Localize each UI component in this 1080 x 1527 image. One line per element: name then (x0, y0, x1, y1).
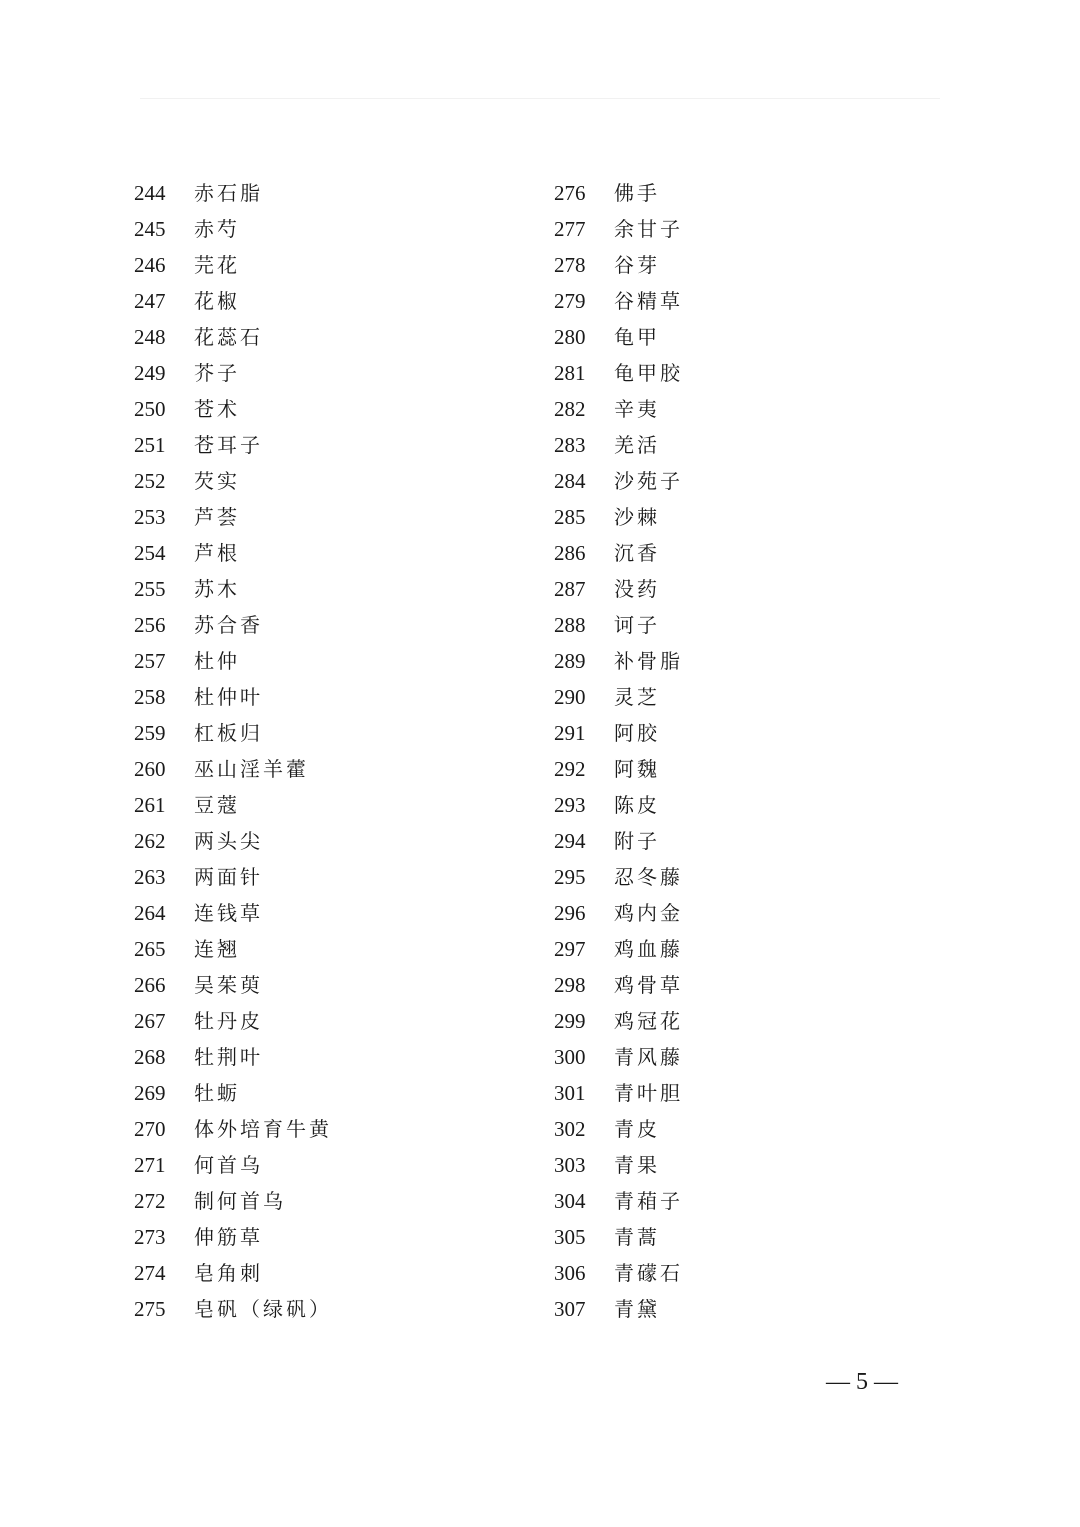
list-item (134, 859, 534, 895)
item-name: 阿魏 (614, 757, 660, 781)
item-name: 沙苑子 (614, 469, 683, 493)
item-name: 苍耳子 (194, 433, 263, 457)
list-item (554, 1219, 954, 1255)
item-name: 陈皮 (614, 793, 660, 817)
item-name: 芦荟 (194, 505, 240, 529)
item-name: 两面针 (194, 865, 263, 889)
item-number: 293 (554, 793, 586, 817)
list-item (134, 1219, 534, 1255)
item-number: 267 (134, 1009, 166, 1033)
item-number: 304 (554, 1189, 586, 1213)
item-number: 251 (134, 433, 166, 457)
item-name: 青叶胆 (614, 1081, 683, 1105)
item-name: 鸡血藤 (614, 937, 683, 961)
item-number: 290 (554, 685, 586, 709)
item-name: 沉香 (614, 541, 660, 565)
item-number: 253 (134, 505, 166, 529)
item-number: 295 (554, 865, 586, 889)
item-name: 灵芝 (614, 685, 660, 709)
item-name: 巫山淫羊藿 (194, 757, 309, 781)
item-number: 268 (134, 1045, 166, 1069)
list-item (554, 1255, 954, 1291)
item-name: 赤芍 (194, 217, 240, 241)
item-name: 青风藤 (614, 1045, 683, 1069)
item-name: 忍冬藤 (614, 865, 683, 889)
item-number: 292 (554, 757, 586, 781)
item-name: 佛手 (614, 181, 660, 205)
item-number: 263 (134, 865, 166, 889)
right-column (554, 175, 954, 1327)
list-item (134, 1183, 534, 1219)
item-number: 258 (134, 685, 166, 709)
item-number: 260 (134, 757, 166, 781)
list-item (134, 1075, 534, 1111)
item-number: 261 (134, 793, 166, 817)
item-number: 287 (554, 577, 586, 601)
item-number: 257 (134, 649, 166, 673)
list-item (554, 427, 954, 463)
list-item (134, 1111, 534, 1147)
item-name: 羌活 (614, 433, 660, 457)
item-name: 青葙子 (614, 1189, 683, 1213)
item-name: 吴茱萸 (194, 973, 263, 997)
item-number: 303 (554, 1153, 586, 1177)
list-item (134, 1147, 534, 1183)
item-number: 298 (554, 973, 586, 997)
list-item (134, 607, 534, 643)
item-name: 牡蛎 (194, 1081, 240, 1105)
list-item (554, 679, 954, 715)
list-item (134, 643, 534, 679)
list-item (554, 643, 954, 679)
item-number: 248 (134, 325, 166, 349)
item-name: 芥子 (194, 361, 240, 385)
item-number: 265 (134, 937, 166, 961)
item-number: 254 (134, 541, 166, 565)
item-number: 259 (134, 721, 166, 745)
item-name: 鸡骨草 (614, 973, 683, 997)
item-number: 297 (554, 937, 586, 961)
item-name: 苍术 (194, 397, 240, 421)
item-name: 苏木 (194, 577, 240, 601)
list-item (134, 319, 534, 355)
list-item (554, 1111, 954, 1147)
list-item (554, 535, 954, 571)
item-name: 皂矾（绿矾） (194, 1297, 332, 1321)
item-number: 280 (554, 325, 586, 349)
list-item (134, 355, 534, 391)
item-number: 272 (134, 1189, 166, 1213)
list-item (554, 1147, 954, 1183)
item-number: 286 (554, 541, 586, 565)
item-name: 制何首乌 (194, 1189, 286, 1213)
item-name: 何首乌 (194, 1153, 263, 1177)
item-name: 花蕊石 (194, 325, 263, 349)
item-name: 青皮 (614, 1117, 660, 1141)
item-name: 皂角刺 (194, 1261, 263, 1285)
item-number: 282 (554, 397, 586, 421)
list-item (554, 787, 954, 823)
item-name: 余甘子 (614, 217, 683, 241)
list-item (134, 787, 534, 823)
list-item (134, 535, 534, 571)
list-item (554, 1075, 954, 1111)
list-item (554, 1003, 954, 1039)
item-number: 278 (554, 253, 586, 277)
page-number: — 5 — (826, 1369, 898, 1395)
list-item (554, 967, 954, 1003)
item-name: 谷精草 (614, 289, 683, 313)
item-name: 没药 (614, 577, 660, 601)
item-number: 244 (134, 181, 166, 205)
item-name: 豆蔻 (194, 793, 240, 817)
item-name: 青黛 (614, 1297, 660, 1321)
list-item (134, 391, 534, 427)
item-number: 266 (134, 973, 166, 997)
item-number: 255 (134, 577, 166, 601)
item-name: 杜仲 (194, 649, 240, 673)
item-number: 302 (554, 1117, 586, 1141)
item-name: 牡丹皮 (194, 1009, 263, 1033)
item-name: 芦根 (194, 541, 240, 565)
item-name: 连钱草 (194, 901, 263, 925)
item-number: 277 (554, 217, 586, 241)
list-item (554, 859, 954, 895)
list-item (554, 499, 954, 535)
list-item (554, 571, 954, 607)
list-item (554, 463, 954, 499)
item-number: 284 (554, 469, 586, 493)
list-item (134, 247, 534, 283)
list-item (554, 751, 954, 787)
item-number: 270 (134, 1117, 166, 1141)
item-number: 275 (134, 1297, 166, 1321)
item-number: 283 (554, 433, 586, 457)
list-item (134, 1039, 534, 1075)
item-name: 两头尖 (194, 829, 263, 853)
item-number: 274 (134, 1261, 166, 1285)
item-number: 300 (554, 1045, 586, 1069)
list-item (134, 175, 534, 211)
list-item (134, 1003, 534, 1039)
list-item (134, 931, 534, 967)
item-number: 288 (554, 613, 586, 637)
item-name: 赤石脂 (194, 181, 263, 205)
list-item (554, 715, 954, 751)
item-name: 伸筋草 (194, 1225, 263, 1249)
item-number: 307 (554, 1297, 586, 1321)
list-item (134, 427, 534, 463)
item-number: 269 (134, 1081, 166, 1105)
item-name: 牡荆叶 (194, 1045, 263, 1069)
item-number: 256 (134, 613, 166, 637)
item-number: 291 (554, 721, 586, 745)
item-name: 连翘 (194, 937, 240, 961)
item-number: 296 (554, 901, 586, 925)
item-name: 体外培育牛黄 (194, 1117, 332, 1141)
item-number: 249 (134, 361, 166, 385)
item-name: 沙棘 (614, 505, 660, 529)
item-number: 279 (554, 289, 586, 313)
list-item (134, 751, 534, 787)
list-item (554, 283, 954, 319)
item-name: 青果 (614, 1153, 660, 1177)
list-item (554, 1183, 954, 1219)
item-number: 285 (554, 505, 586, 529)
list-item (134, 967, 534, 1003)
list-item (134, 1255, 534, 1291)
left-column (134, 175, 534, 1327)
item-name: 杜仲叶 (194, 685, 263, 709)
list-item (554, 895, 954, 931)
item-name: 杠板归 (194, 721, 263, 745)
item-number: 245 (134, 217, 166, 241)
item-name: 补骨脂 (614, 649, 683, 673)
item-number: 246 (134, 253, 166, 277)
item-name: 龟甲 (614, 325, 660, 349)
item-name: 青蒿 (614, 1225, 660, 1249)
item-name: 苏合香 (194, 613, 263, 637)
list-item (134, 679, 534, 715)
list-item (134, 1291, 534, 1327)
list-item (134, 895, 534, 931)
item-name: 鸡内金 (614, 901, 683, 925)
list-item (134, 283, 534, 319)
item-number: 281 (554, 361, 586, 385)
item-number: 305 (554, 1225, 586, 1249)
list-item (134, 823, 534, 859)
item-number: 276 (554, 181, 586, 205)
item-name: 花椒 (194, 289, 240, 313)
list-item (134, 463, 534, 499)
item-name: 芡实 (194, 469, 240, 493)
list-item (134, 499, 534, 535)
list-item (554, 931, 954, 967)
item-name: 鸡冠花 (614, 1009, 683, 1033)
list-item (554, 211, 954, 247)
item-name: 附子 (614, 829, 660, 853)
item-number: 299 (554, 1009, 586, 1033)
item-number: 262 (134, 829, 166, 853)
item-name: 芫花 (194, 253, 240, 277)
list-item (554, 319, 954, 355)
item-number: 294 (554, 829, 586, 853)
item-name: 龟甲胶 (614, 361, 683, 385)
item-number: 273 (134, 1225, 166, 1249)
list-item (554, 175, 954, 211)
list-item (134, 211, 534, 247)
list-item (554, 823, 954, 859)
header-rule (140, 98, 940, 99)
item-name: 阿胶 (614, 721, 660, 745)
item-number: 252 (134, 469, 166, 493)
list-item (554, 1039, 954, 1075)
item-number: 247 (134, 289, 166, 313)
item-name: 青礞石 (614, 1261, 683, 1285)
item-number: 306 (554, 1261, 586, 1285)
list-item (554, 355, 954, 391)
item-name: 诃子 (614, 613, 660, 637)
item-number: 271 (134, 1153, 166, 1177)
item-number: 264 (134, 901, 166, 925)
item-number: 250 (134, 397, 166, 421)
item-name: 辛夷 (614, 397, 660, 421)
list-item (554, 247, 954, 283)
item-name: 谷芽 (614, 253, 660, 277)
list-item (134, 715, 534, 751)
item-number: 301 (554, 1081, 586, 1105)
list-item (134, 571, 534, 607)
list-item (554, 1291, 954, 1327)
item-number: 289 (554, 649, 586, 673)
list-item (554, 391, 954, 427)
list-item (554, 607, 954, 643)
